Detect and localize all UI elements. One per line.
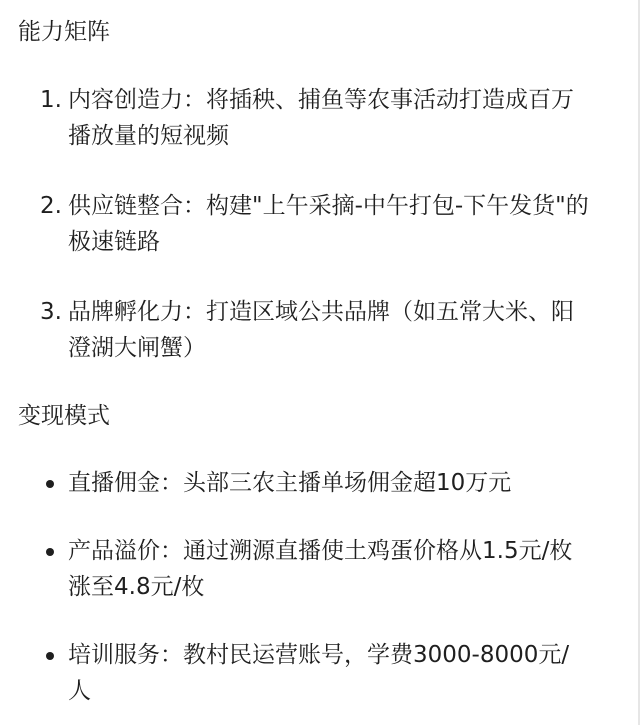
section-title-capability-matrix: 能力矩阵 [18, 19, 110, 45]
bullet-icon [46, 652, 54, 660]
bullet-icon [46, 548, 54, 556]
list-item [0, 465, 610, 501]
list-item [0, 637, 610, 709]
list-item-text: 供应链整合：构建"上午采摘-中午打包-下午发货"的极速链路 [68, 193, 589, 255]
list-item-text: 直播佣金：头部三农主播单场佣金超10万元 [68, 470, 512, 496]
list-number: 3. [40, 299, 62, 325]
list-item [0, 294, 610, 366]
list-number: 2. [40, 193, 62, 219]
list-item [0, 533, 610, 605]
section-title-monetization: 变现模式 [18, 403, 110, 429]
list-item-text: 内容创造力：将插秧、捕鱼等农事活动打造成百万播放量的短视频 [68, 87, 574, 149]
list-item-text: 产品溢价：通过溯源直播使土鸡蛋价格从1.5元/枚涨至4.8元/枚 [68, 538, 573, 600]
list-item-text: 培训服务：教村民运营账号，学费3000-8000元/人 [68, 642, 570, 704]
bullet-icon [46, 480, 54, 488]
list-item [0, 188, 610, 260]
capability-list [0, 82, 610, 366]
list-number: 1. [40, 87, 62, 113]
list-item-text: 品牌孵化力：打造区域公共品牌（如五常大米、阳澄湖大闸蟹） [68, 299, 574, 361]
monetization-list [0, 465, 610, 709]
list-item [0, 82, 610, 154]
